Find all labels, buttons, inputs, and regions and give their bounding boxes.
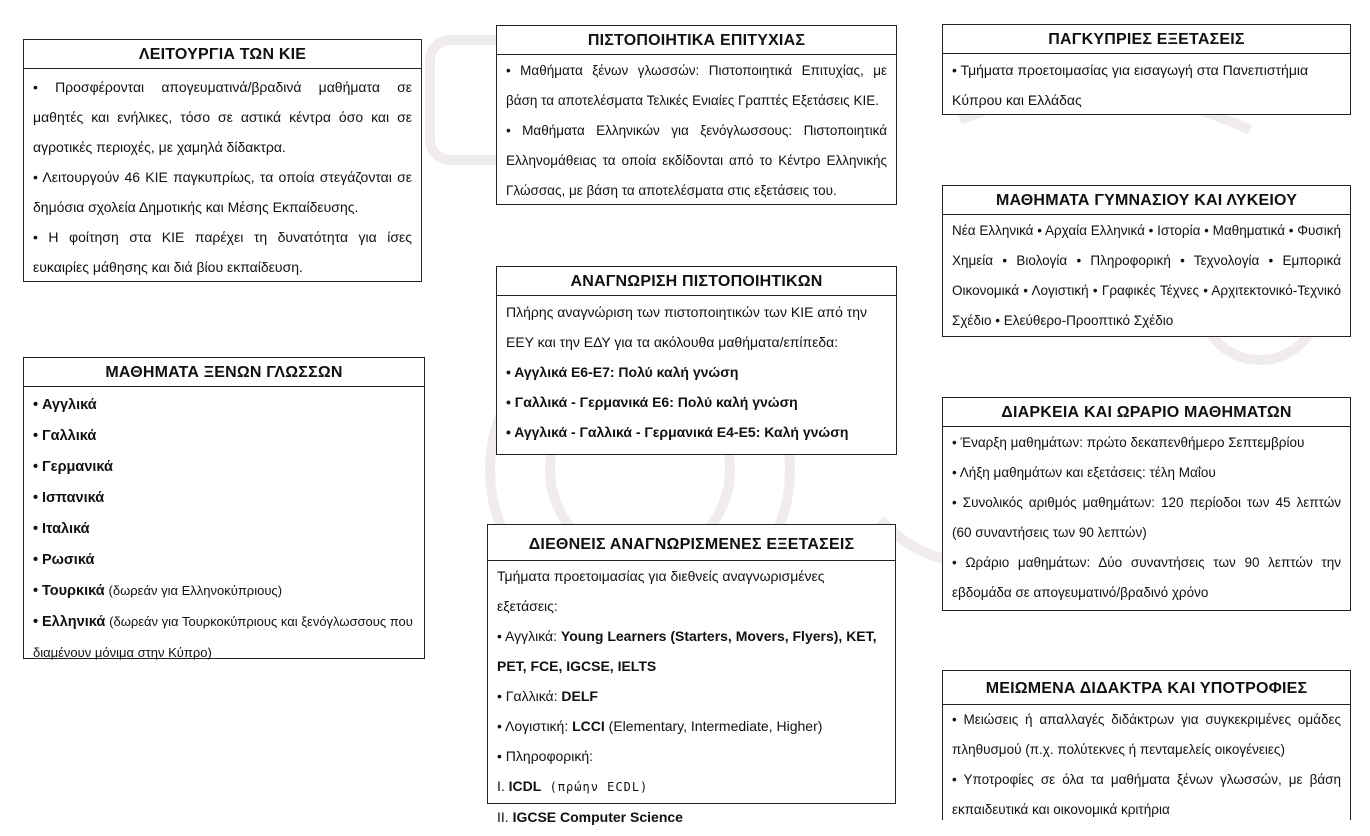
secondary-body — [943, 215, 1350, 340]
international-computing-item: II. IGCSE Computer Science — [497, 809, 683, 825]
recognition-intro: Πλήρης αναγνώριση των πιστοποιητικών των ΚΙΕ από την ΕΕΥ και την ΕΔΥ για τα ακόλουθα μαθήματα/επίπεδα: — [506, 304, 868, 350]
foreign-languages-panel — [23, 357, 425, 659]
recognition-item: • Αγγλικά - Γαλλικά - Γερμανικά Ε4-Ε5: Καλή γνώση — [506, 424, 849, 440]
recognition-item: • Γαλλικά - Γερμανικά Ε6: Πολύ καλή γνώση — [506, 394, 798, 410]
functions-item: • Η φοίτηση στα ΚΙΕ παρέχει τη δυνατότητα για ίσες ευκαιρίες μάθησης και διά βίου εκπαίδευση. — [33, 229, 412, 275]
secondary-panel — [942, 185, 1351, 337]
language-item: • Αγγλικά — [33, 397, 97, 413]
pancyprian-panel — [942, 24, 1351, 115]
language-item: • Τουρκικά (δωρεάν για Ελληνοκύπριους) — [33, 583, 283, 599]
functions-item: • Λειτουργούν 46 ΚΙΕ παγκυπρίως, τα οποία στεγάζονται σε δημόσια σχολεία Δημοτικής και Μέσης Εκπαίδευσης. — [33, 169, 412, 215]
international-title: ΔΙΕΘΝΕΙΣ ΑΝΑΓΝΩΡΙΣΜΕΝΕΣ ΕΞΕΤΑΣΕΙΣ — [488, 525, 895, 561]
fees-title: ΜΕΙΩΜΕΝΑ ΔΙΔΑΚΤΡΑ ΚΑΙ ΥΠΟΤΡΟΦΙΕΣ — [943, 671, 1350, 705]
certificates-item: • Μαθήματα ξένων γλωσσών: Πιστοποιητικά Επιτυχίας, με βάση τα αποτελέσματα Τελικές Ενιαίες Γραπτές Εξετάσεις ΚΙΕ. — [506, 63, 887, 108]
language-item: • Γαλλικά — [33, 428, 97, 444]
schedule-item: • Έναρξη μαθημάτων: πρώτο δεκαπενθήμερο Σεπτεμβρίου — [952, 435, 1305, 450]
language-item: • Ελληνικά (δωρεάν για Τουρκοκύπριους και ξενόγλωσσους που διαμένουν μόνιμα στην Κύπρο) — [33, 614, 413, 660]
schedule-item: • Ωράριο μαθημάτων: Δύο συναντήσεις των 90 λεπτών την εβδομάδα σε απογευματινό/βραδινό χρόνο — [952, 555, 1341, 600]
pancyprian-title: ΠΑΓΚΥΠΡΙΕΣ ΕΞΕΤΑΣΕΙΣ — [943, 25, 1350, 54]
fees-panel — [942, 670, 1351, 820]
international-intro: Τμήματα προετοιμασίας για διεθνείς αναγνωρισμένες εξετάσεις: — [497, 568, 825, 614]
language-item: • Γερμανικά — [33, 459, 113, 475]
foreign-languages-body — [24, 387, 424, 672]
fees-item: • Μειώσεις ή απαλλαγές διδάκτρων για συγκεκριμένες ομάδες πληθυσμού (π.χ. πολύτεκνες ή πενταμελείς οικογένειες) — [952, 712, 1341, 757]
schedule-item: • Συνολικός αριθμός μαθημάτων: 120 περίοδοι των 45 λεπτών (60 συναντήσεις των 90 λεπτών) — [952, 495, 1341, 540]
fees-item: • Υποτροφίες σε όλα τα μαθήματα ξένων γλωσσών, με βάση εκπαιδευτικά και οικονομικά κριτήρια — [952, 772, 1341, 817]
international-body — [488, 561, 895, 836]
fees-body — [943, 705, 1350, 829]
recognition-body — [497, 296, 896, 451]
secondary-title: ΜΑΘΗΜΑΤΑ ΓΥΜΝΑΣΙΟΥ ΚΑΙ ΛΥΚΕΙΟΥ — [943, 186, 1350, 215]
pancyprian-body — [943, 54, 1350, 119]
certificates-body — [497, 55, 896, 210]
schedule-panel — [942, 397, 1351, 611]
functions-title: ΛΕΙΤΟΥΡΓΙΑ ΤΩΝ ΚΙΕ — [24, 40, 421, 69]
schedule-body — [943, 427, 1350, 612]
schedule-title: ΔΙΑΡΚΕΙΑ ΚΑΙ ΩΡΑΡΙΟ ΜΑΘΗΜΑΤΩΝ — [943, 398, 1350, 427]
certificates-panel — [496, 25, 897, 205]
international-english: • Αγγλικά: Young Learners (Starters, Movers, Flyers), KET, PET, FCE, IGCSE, IELTS — [497, 628, 877, 674]
secondary-subjects: Νέα Ελληνικά • Αρχαία Ελληνικά • Ιστορία • Μαθηματικά • Φυσική Χημεία • Βιολογία • Πληροφορική • Τεχνολογία • Εμπορικά Οικονομικά • Λογιστική • Γραφικές Τέχνες • Αρχιτεκτονικό-Τεχνικό Σχέδιο • Ελεύθερο-Προοπτικό Σχέδιο — [952, 223, 1341, 328]
international-accounting: • Λογιστική: LCCI (Elementary, Intermediate, Higher) — [497, 718, 823, 734]
certificates-item: • Μαθήματα Ελληνικών για ξενόγλωσσους: Πιστοποιητικά Ελληνομάθειας τα οποία εκδίδονται από το Κέντρο Ελληνικής Γλώσσας, με βάση τα αποτελέσματα στις εξετάσεις του. — [506, 123, 887, 198]
functions-panel — [23, 39, 422, 282]
language-item: • Ισπανικά — [33, 490, 105, 506]
certificates-title: ΠΙΣΤΟΠΟΙΗΤΙΚΑ ΕΠΙΤΥΧΙΑΣ — [497, 26, 896, 55]
language-item: • Ρωσικά — [33, 552, 95, 568]
pancyprian-text: • Τμήματα προετοιμασίας για εισαγωγή στα Πανεπιστήμια Κύπρου και Ελλάδας — [952, 62, 1309, 108]
language-item: • Ιταλικά — [33, 521, 90, 537]
functions-item: • Προσφέρονται απογευματινά/βραδινά μαθήματα σε μαθητές και ενήλικες, τόσο σε αστικά κέντρα όσο και σε αγροτικές περιοχές, με χαμηλά δίδακτρα. — [33, 79, 412, 155]
international-french: • Γαλλικά: DELF — [497, 688, 598, 704]
functions-body — [24, 69, 421, 286]
recognition-title: ΑΝΑΓΝΩΡΙΣΗ ΠΙΣΤΟΠΟΙΗΤΙΚΩΝ — [497, 267, 896, 296]
schedule-item: • Λήξη μαθημάτων και εξετάσεις: τέλη Μαΐου — [952, 465, 1216, 480]
international-computing-item: I. ICDL (πρώην ECDL) — [497, 778, 649, 794]
recognition-panel — [496, 266, 897, 455]
foreign-languages-title: ΜΑΘΗΜΑΤΑ ΞΕΝΩΝ ΓΛΩΣΣΩΝ — [24, 358, 424, 387]
international-computing-label: • Πληροφορική: — [497, 748, 594, 764]
international-panel — [487, 524, 896, 825]
recognition-item: • Αγγλικά Ε6-Ε7: Πολύ καλή γνώση — [506, 364, 739, 380]
